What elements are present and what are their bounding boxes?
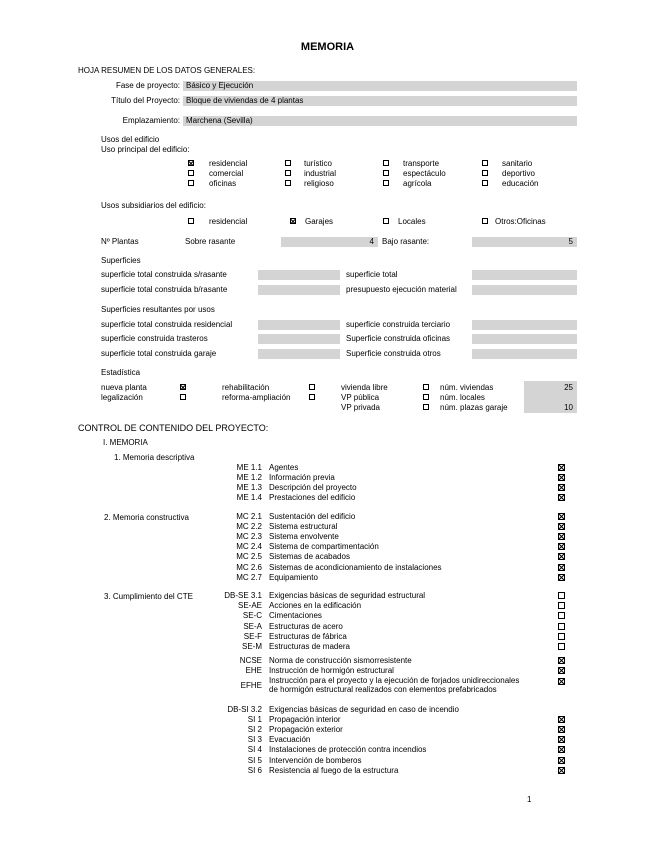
se-item-text: Exigencias básicas de seguridad estructural — [269, 591, 426, 600]
mc-item-checkbox[interactable] — [558, 513, 565, 520]
page-number: 1 — [527, 795, 532, 804]
efhe-checkbox[interactable] — [558, 678, 565, 685]
si-item-code: DB-SI 3.2 — [227, 705, 262, 714]
uso-principal-checkbox[interactable] — [285, 160, 291, 166]
vivienda-libre-label: vivienda libre — [341, 383, 388, 392]
uso-subsidiario-label: residencial — [209, 217, 248, 226]
uso-principal-checkbox[interactable] — [482, 160, 488, 166]
uso-subsidiario-checkbox[interactable] — [290, 218, 296, 224]
mc-item-code: MC 2.6 — [236, 562, 262, 572]
se-item-code: SE-AE — [237, 601, 262, 611]
uso-subsidiario-checkbox[interactable] — [188, 218, 194, 224]
memoria-heading: I. MEMORIA — [103, 438, 148, 447]
se-item-code: SE-C — [242, 611, 262, 621]
sup-garaje-label: superficie total construida garaje — [101, 349, 217, 358]
uso-principal-label: religioso — [304, 179, 334, 188]
bajo-rasante-value: 5 — [568, 237, 573, 246]
mc-item-text: Sistema estructural — [269, 522, 338, 532]
mc-item-checkbox[interactable] — [558, 574, 565, 581]
num-viviendas-value: 25 — [564, 383, 573, 392]
uso-principal-heading: Uso principal del edificio: — [101, 145, 190, 154]
se-item-code: SE-F — [243, 631, 262, 641]
mc-item-checkbox[interactable] — [558, 553, 565, 560]
si-item-checkbox[interactable] — [558, 726, 565, 733]
se-item-text: Cimentaciones — [269, 611, 322, 621]
si-item-text: Evacuación — [269, 735, 311, 745]
sobre-rasante-label: Sobre rasante — [185, 237, 236, 246]
si-item-checkbox[interactable] — [558, 746, 565, 753]
uso-principal-checkbox[interactable] — [383, 170, 389, 176]
sup-garaje-field[interactable] — [258, 349, 340, 359]
sobre-rasante-field[interactable] — [281, 237, 378, 247]
estadistica-values-field[interactable] — [524, 381, 577, 413]
si-item-text: Instalaciones de protección contra incendios — [269, 745, 427, 755]
uso-principal-label: sanitario — [502, 159, 533, 168]
efhe-code: EFHE — [240, 681, 262, 690]
si-item-checkbox[interactable] — [558, 736, 565, 743]
ncse-item-code: NCSE — [239, 656, 262, 665]
mc-item-code: MC 2.2 — [236, 522, 262, 532]
fase-field[interactable] — [183, 81, 577, 91]
md-item-text: Descripción del proyecto — [269, 483, 357, 492]
mc-item-checkbox[interactable] — [558, 543, 565, 550]
usos-subsidiarios-heading: Usos subsidiarios del edificio: — [101, 201, 206, 210]
uso-principal-label: turístico — [304, 159, 333, 168]
sup-sobre-rasante-field[interactable] — [258, 270, 340, 280]
mc-item-code: MC 2.4 — [236, 542, 262, 552]
si-item-code: SI 2 — [247, 725, 262, 735]
mc-item-text: Sistemas de acabados — [269, 552, 350, 562]
uso-principal-checkbox[interactable] — [188, 180, 194, 186]
fase-label: Fase de proyecto: — [115, 81, 180, 90]
vp-privada-label: VP privada — [341, 403, 380, 412]
fase-value: Básico y Ejecución — [186, 81, 254, 90]
si-item-checkbox[interactable] — [558, 757, 565, 764]
md-item-checkbox[interactable] — [558, 474, 565, 481]
mc-item-code: MC 2.3 — [236, 532, 262, 542]
uso-principal-label: residencial — [209, 159, 248, 168]
cumplimiento-cte-heading: 3. Cumplimiento del CTE — [104, 592, 193, 601]
uso-principal-label: educación — [502, 179, 539, 188]
uso-principal-label: deportivo — [502, 169, 535, 178]
reforma-checkbox[interactable] — [309, 394, 315, 400]
reforma-label: reforma-ampliación — [222, 393, 291, 402]
md-item-checkbox[interactable] — [558, 484, 565, 491]
uso-subsidiario-checkbox[interactable] — [482, 218, 488, 224]
mc-item-checkbox[interactable] — [558, 533, 565, 540]
presupuesto-label: presupuesto ejecución material — [346, 285, 457, 294]
si-item-text: Resistencia al fuego de la estructura — [269, 765, 399, 775]
md-item-checkbox[interactable] — [558, 464, 565, 471]
uso-subsidiario-label: Garajes — [305, 217, 334, 226]
vp-publica-label: VP pública — [341, 393, 380, 402]
sup-oficinas-field[interactable] — [472, 334, 577, 344]
memoria-constructiva-heading: 2. Memoria constructiva — [104, 513, 189, 522]
sup-otros-label: Superficie construida otros — [346, 349, 441, 358]
uso-principal-checkbox[interactable] — [482, 170, 488, 176]
uso-principal-label: espectáculo — [403, 169, 446, 178]
control-heading: CONTROL DE CONTENIDO DEL PROYECTO: — [78, 423, 269, 433]
se-item-text: Estructuras de madera — [269, 642, 350, 651]
uso-principal-checkbox[interactable] — [482, 180, 488, 186]
se-item-code: SE-M — [242, 642, 262, 651]
plantas-label: Nº Plantas — [101, 237, 139, 246]
memoria-descriptiva-heading: 1. Memoria descriptiva — [114, 453, 195, 462]
presupuesto-field[interactable] — [472, 285, 577, 295]
rehabilitacion-label: rehabilitación — [222, 383, 270, 392]
sup-terciario-label: superficie construida terciario — [346, 320, 451, 329]
si-item-code: SI 3 — [247, 735, 262, 745]
num-plazas-value: 10 — [564, 403, 573, 412]
se-item-text: Estructuras de acero — [269, 621, 343, 631]
mc-item-text: Sustentación del edificio — [269, 512, 356, 521]
sup-residencial-label: superficie total construida residencial — [101, 320, 233, 329]
si-item-checkbox[interactable] — [558, 767, 565, 774]
md-item-code: ME 1.2 — [236, 473, 262, 482]
estadistica-heading: Estadística — [101, 368, 141, 377]
uso-principal-label: agrícola — [403, 179, 432, 188]
mc-item-text: Sistema envolvente — [269, 532, 339, 542]
se-item-checkbox[interactable] — [558, 592, 565, 599]
sup-trasteros-field[interactable] — [258, 334, 340, 344]
ncse-item-code: EHE — [245, 666, 262, 675]
uso-subsidiario-checkbox[interactable] — [383, 218, 389, 224]
uso-principal-label: oficinas — [209, 179, 237, 188]
uso-principal-label: industrial — [304, 169, 337, 178]
se-item-checkbox[interactable] — [558, 602, 565, 609]
si-item-code: SI 4 — [247, 745, 262, 755]
bajo-rasante-label: Bajo rasante: — [382, 237, 430, 246]
titulo-field[interactable] — [183, 96, 577, 106]
sup-otros-field[interactable] — [472, 349, 577, 359]
mc-item-checkbox[interactable] — [558, 523, 565, 530]
si-item-text: Propagación exterior — [269, 725, 343, 735]
md-item-code: ME 1.3 — [236, 483, 262, 492]
uso-principal-checkbox[interactable] — [383, 160, 389, 166]
se-item-checkbox[interactable] — [558, 623, 565, 630]
uso-principal-label: comercial — [209, 169, 244, 178]
mc-item-checkbox[interactable] — [558, 564, 565, 571]
titulo-value: Bloque de viviendas de 4 plantas — [186, 96, 304, 105]
si-item-code: SI 1 — [247, 715, 262, 725]
num-locales-label: núm. locales — [440, 393, 485, 402]
superficies-usos-heading: Superficies resultantes por usos — [101, 305, 215, 314]
se-item-checkbox[interactable] — [558, 633, 565, 640]
se-item-checkbox[interactable] — [558, 612, 565, 619]
ncse-item-text: Norma de construcción sismorresistente — [269, 656, 412, 665]
se-item-checkbox[interactable] — [558, 643, 565, 650]
ncse-item-checkbox[interactable] — [558, 657, 565, 664]
md-item-code: ME 1.1 — [236, 463, 262, 472]
sup-residencial-field[interactable] — [258, 320, 340, 330]
efhe-text-line1: Instrucción para el proyecto y la ejecución de forjados unidireccionales — [269, 676, 520, 685]
se-item-text: Acciones en la edificación — [269, 601, 362, 611]
emplazamiento-label: Emplazamiento: — [122, 116, 180, 125]
si-item-text: Exigencias básicas de seguridad en caso de incendio — [269, 705, 459, 714]
md-item-text: Agentes — [269, 463, 299, 472]
se-item-text: Estructuras de fábrica — [269, 631, 347, 641]
si-item-code: SI 5 — [247, 755, 262, 765]
mc-item-code: MC 2.5 — [236, 552, 262, 562]
uso-principal-label: transporte — [403, 159, 440, 168]
mc-item-code: MC 2.1 — [236, 512, 262, 521]
vivienda-libre-checkbox[interactable] — [423, 384, 429, 390]
si-item-checkbox[interactable] — [558, 716, 565, 723]
usos-heading: Usos del edificio — [101, 135, 160, 144]
uso-principal-checkbox[interactable] — [285, 180, 291, 186]
sup-total-label: superficie total — [346, 270, 398, 279]
uso-principal-checkbox[interactable] — [383, 180, 389, 186]
ncse-item-checkbox[interactable] — [558, 667, 565, 674]
uso-principal-checkbox[interactable] — [188, 170, 194, 176]
sup-sobre-rasante-label: superficie total construida s/rasante — [101, 270, 227, 279]
rehabilitacion-checkbox[interactable] — [309, 384, 315, 390]
superficies-heading: Superficies — [101, 256, 141, 265]
nueva-planta-label: nueva planta — [101, 383, 147, 392]
si-item-text: Propagación interior — [269, 715, 341, 725]
md-item-code: ME 1.4 — [236, 493, 262, 502]
mc-item-text: Sistemas de acondicionamiento de instalaciones — [269, 562, 442, 572]
uso-subsidiario-label: Otros:Oficinas — [495, 217, 546, 226]
uso-subsidiario-label: Locales — [398, 217, 426, 226]
nueva-planta-checkbox[interactable] — [180, 384, 186, 390]
page-title: MEMORIA — [300, 41, 355, 53]
se-item-code: DB-SE 3.1 — [224, 591, 262, 600]
sup-bajo-rasante-field[interactable] — [258, 285, 340, 295]
mc-item-code: MC 2.7 — [236, 572, 262, 582]
si-item-code: SI 6 — [247, 765, 262, 775]
vp-publica-checkbox[interactable] — [423, 394, 429, 400]
sobre-rasante-value: 4 — [369, 237, 374, 246]
efhe-text-line2: de hormigón estructural realizados con elementos prefabricados — [269, 685, 497, 694]
sup-total-field[interactable] — [472, 270, 577, 280]
sup-bajo-rasante-label: superficie total construida b/rasante — [101, 285, 228, 294]
si-item-text: Intervención de bomberos — [269, 755, 362, 765]
summary-heading: HOJA RESUMEN DE LOS DATOS GENERALES: — [78, 66, 256, 75]
md-item-text: Información previa — [269, 473, 335, 482]
vp-privada-checkbox[interactable] — [423, 404, 429, 410]
ncse-item-text: Instrucción de hormigón estructural — [269, 666, 394, 675]
uso-principal-checkbox[interactable] — [285, 170, 291, 176]
num-viviendas-label: núm. viviendas — [440, 383, 494, 392]
legalizacion-checkbox[interactable] — [180, 394, 186, 400]
titulo-label: Título del Proyecto: — [111, 96, 180, 105]
emplazamiento-field[interactable] — [183, 116, 577, 126]
md-item-checkbox[interactable] — [558, 494, 565, 501]
mc-item-text: Equipamiento — [269, 572, 318, 582]
sup-terciario-field[interactable] — [472, 320, 577, 330]
num-plazas-label: núm. plazas garaje — [440, 403, 508, 412]
sup-trasteros-label: superficie construida trasteros — [101, 334, 208, 343]
legalizacion-label: legalización — [101, 393, 143, 402]
uso-principal-checkbox[interactable] — [188, 160, 194, 166]
bajo-rasante-field[interactable] — [472, 237, 577, 247]
sup-oficinas-label: Superficie construida oficinas — [346, 334, 451, 343]
se-item-code: SE-A — [243, 621, 262, 631]
mc-item-text: Sistema de compartimentación — [269, 542, 379, 552]
emplazamiento-value: Marchena (Sevilla) — [186, 116, 253, 125]
md-item-text: Prestaciones del edificio — [269, 493, 356, 502]
